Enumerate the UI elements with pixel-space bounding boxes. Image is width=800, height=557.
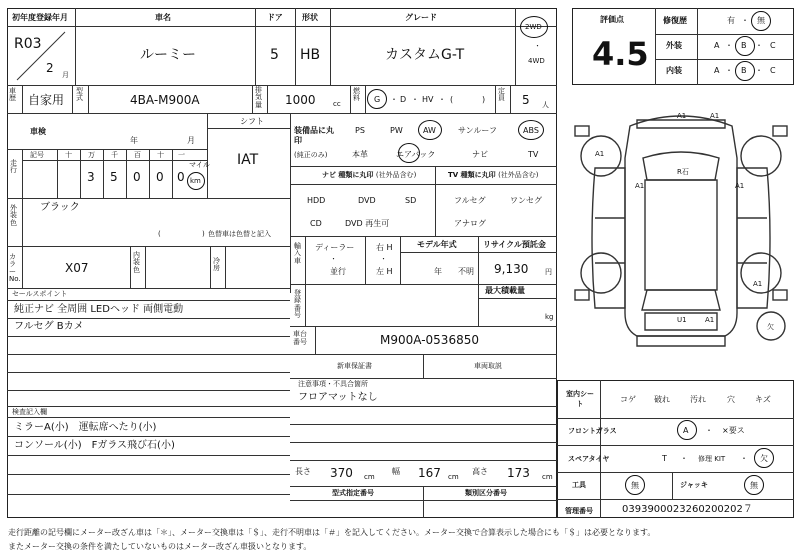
fuel-opt-hv: HV: [422, 95, 434, 104]
width-value: 167: [418, 466, 441, 480]
color-label: 外装色: [10, 204, 17, 227]
navi-hdd: HDD: [307, 196, 326, 205]
odo-head-2: 千: [111, 151, 118, 159]
exterior-opt-b: B: [741, 41, 747, 50]
interior-label: 内装: [666, 66, 682, 75]
displacement: 1000: [285, 93, 316, 107]
model-year-label: モデル年式: [417, 240, 457, 249]
glass-opt-replace: ×要ス: [722, 426, 745, 435]
car-name: ルーミー: [140, 47, 196, 63]
km-label: km: [190, 177, 201, 185]
displacement-label: 排気量: [255, 86, 262, 109]
height-label: 高さ: [472, 467, 488, 476]
sales-line-1: 純正ナビ 全周囲 LEDヘッド 両側電動: [14, 304, 184, 315]
recycle-unit: 円: [545, 268, 552, 276]
navi-dvd: DVD: [358, 196, 376, 205]
odo-head-1: 万: [88, 151, 95, 159]
interior-opt-a: A: [714, 66, 720, 75]
diag-label-rear: A1: [705, 316, 715, 324]
shape-label: 形状: [302, 13, 318, 22]
sheet-opt-stain: 汚れ: [690, 395, 706, 404]
color-note: 色替車は色替と記入: [208, 230, 271, 238]
height-unit: cm: [542, 473, 553, 481]
fuel-paren-close: ): [482, 95, 486, 104]
tv-analog: アナログ: [454, 219, 486, 228]
import-hand-sep: ・: [380, 255, 387, 263]
diag-label-right-rear: A1: [753, 280, 763, 288]
drive-separator: ・: [534, 42, 541, 50]
color-paren-close: ): [202, 230, 205, 238]
color-no: X07: [65, 261, 89, 275]
jack-value: 無: [750, 481, 758, 490]
tools-label: 工具: [572, 481, 586, 489]
interior-opt-c: C: [770, 66, 776, 75]
cc-unit: cc: [333, 100, 341, 108]
car-name-label: 車名: [155, 13, 171, 22]
model-year-unit: 年: [434, 267, 442, 276]
inspection-month: 月: [187, 136, 195, 145]
equip-navi: ナビ: [472, 150, 488, 159]
max-load-label: 最大積載量: [485, 286, 525, 295]
jack-label: ジャッキ: [680, 481, 708, 489]
equipment-label: 装備品に丸印: [294, 126, 334, 146]
navi-label-sub: (社外品含む): [375, 171, 417, 179]
recycle-label: リサイクル預託金: [483, 240, 546, 249]
width-label: 幅: [392, 467, 400, 476]
fuel-opt-d: D: [400, 95, 407, 104]
navi-label-text: ナビ 種類に丸印: [322, 171, 374, 179]
odo-digit-4: 0: [156, 170, 164, 184]
length-label: 長さ: [295, 467, 311, 476]
odometer-code-label: 記号: [30, 151, 44, 159]
length-unit: cm: [364, 473, 375, 481]
repair-opt-yes: 有: [727, 16, 735, 25]
footer-line-1: 走行距離の記号欄にメーター改ざん車は「＊」、メーター交換車は「＄」、走行不明車は「＃」を記入してください。メーター交換で合算表示した場合にも「＄」は必要となります。: [8, 528, 656, 537]
glass-opt-a: A: [683, 426, 689, 435]
inspection-year: 年: [130, 136, 138, 145]
diag-label-wheel: A1: [595, 150, 605, 158]
rating-label: 評価点: [600, 15, 624, 24]
footer-line-2: またメーター交換の条件を満たしていないものはメーター改ざん車扱いとなります。: [8, 542, 312, 551]
fuel-opt-g: G: [374, 95, 381, 104]
spare-sep-1: ・: [680, 454, 688, 463]
spare-opt-t: T: [662, 454, 667, 463]
model-approval-label: 型式指定番号: [332, 489, 374, 497]
tools-value: 無: [631, 481, 639, 490]
mile-label: マイル: [189, 161, 210, 169]
chassis-number: M900A-0536850: [380, 333, 479, 347]
model-type: 4BA-M900A: [130, 93, 200, 107]
diag-label-front-right: A1: [710, 112, 720, 120]
warranty-new-car: 新車保証書: [337, 362, 372, 370]
interior-opt-b: B: [741, 66, 747, 75]
import-sep: ・: [330, 255, 337, 263]
model-year-unknown: 不明: [458, 267, 474, 276]
diag-label-missing: 欠: [767, 323, 774, 331]
diag-label-left-front: A1: [635, 182, 645, 190]
inspector-line-2: コンソール(小) Fガラス飛び石(小): [14, 440, 175, 451]
reg-year: R03: [14, 36, 42, 52]
sales-label: セールスポイント: [12, 290, 68, 298]
reg-month-unit: 月: [62, 71, 69, 79]
interior-sheet-label: 室内シート: [566, 390, 594, 408]
equip-pw: PW: [390, 126, 403, 135]
reg-date-label: 初年度登録年月: [12, 13, 68, 22]
diag-label-front: A1: [677, 112, 687, 120]
notes-label: 注意事項・不具合箇所: [298, 380, 368, 388]
equip-abs: ABS: [523, 126, 539, 135]
capacity: 5: [522, 93, 530, 107]
fuel-sep-1: ・: [390, 95, 398, 104]
navi-label: [322, 172, 416, 179]
mgmt-label: 管理番号: [565, 507, 593, 515]
import-right: 右 H: [376, 243, 393, 252]
tv-oneseg: ワンセグ: [510, 196, 542, 205]
use-type: 自家用: [28, 93, 65, 107]
car-damage-diagram: [565, 98, 797, 378]
odometer-label: 走行: [10, 159, 17, 175]
diag-label-rear-u1: U1: [677, 316, 687, 324]
equip-ps: PS: [355, 126, 365, 135]
notes-value: フロアマットなし: [298, 392, 378, 403]
capacity-unit: 人: [542, 101, 549, 109]
grade-label: グレード: [405, 13, 437, 22]
length-value: 370: [330, 466, 353, 480]
warranty-manual: 車両取説: [474, 362, 502, 370]
spare-tire-label: スペアタイヤ: [568, 455, 610, 463]
fuel-sep-3: ・: [438, 95, 446, 104]
sheet-opt-hole: 穴: [727, 395, 735, 404]
interior-sep-2: ・: [755, 66, 763, 75]
exterior-sep-1: ・: [725, 41, 733, 50]
inspector-line-1: ミラーA(小) 運転席へたり(小): [14, 422, 157, 433]
navi-cd: CD: [310, 219, 322, 228]
width-unit: cm: [448, 473, 459, 481]
recycle-value: 9,130: [494, 262, 529, 276]
inspection-label: 車検: [30, 127, 46, 136]
equip-sunroof: サンルーフ: [458, 126, 497, 135]
color-no-label: カラーNo.: [9, 253, 21, 284]
model-type-label: 型式: [76, 87, 83, 103]
color-paren-open: (: [158, 230, 161, 238]
odo-digit-2: 5: [110, 170, 118, 184]
odo-head-0: 十: [65, 151, 72, 159]
import-dealer: ディーラー: [315, 243, 355, 252]
color-value: ブラック: [40, 202, 80, 213]
odo-head-4: 十: [157, 151, 164, 159]
repair-label: 修復歴: [663, 16, 687, 25]
mgmt-number: 0393900023260200202７: [622, 504, 753, 515]
grade: カスタムG-T: [385, 47, 465, 63]
exterior-label: 外装: [666, 41, 682, 50]
sheet-opt-tear: 破れ: [654, 395, 670, 404]
equip-tv: TV: [528, 150, 539, 159]
shift-label: シフト: [240, 117, 264, 126]
odo-digit-5: 0: [177, 170, 185, 184]
fuel-sep-2: ・: [411, 95, 419, 104]
class-number-label: 類別区分番号: [465, 489, 507, 497]
sales-line-2: フルセグ Bカメ: [14, 321, 84, 332]
import-label: 輸入車: [294, 242, 301, 265]
import-left: 左 H: [376, 267, 393, 276]
shift-value: IAT: [237, 152, 259, 168]
import-parallel: 並行: [330, 267, 346, 276]
diag-label-windshield: R石: [677, 168, 689, 176]
equip-leather: 本革: [352, 150, 368, 159]
rating-score: 4.5: [592, 35, 649, 73]
fuel-label: 燃料: [353, 87, 360, 103]
front-glass-label: フロントガラス: [568, 427, 617, 435]
sheet-opt-scratch: キズ: [755, 395, 771, 404]
reg-plate-label: 登録番号: [294, 289, 301, 320]
capacity-label: 定員: [498, 87, 505, 103]
odo-digit-1: 3: [87, 170, 95, 184]
interior-color-label: 内装色: [133, 251, 140, 274]
equipment-sub: (純正のみ): [294, 151, 328, 159]
fuel-opt-other: (: [450, 95, 454, 104]
odo-digit-3: 0: [133, 170, 141, 184]
max-load-unit: kg: [545, 313, 554, 321]
spare-opt-kit: 修理 KIT: [698, 455, 726, 463]
spare-sep-2: ・: [740, 454, 748, 463]
drive-4wd: 4WD: [528, 57, 545, 65]
navi-sd: SD: [405, 196, 417, 205]
tv-fullseg: フルセグ: [454, 196, 486, 205]
chassis-label: 車台番号: [293, 330, 307, 347]
tv-label-sub: (社外品含む): [498, 171, 539, 179]
exterior-opt-a: A: [714, 41, 720, 50]
repair-opt-no: 無: [757, 16, 765, 25]
equip-airbag: エアバック: [396, 150, 436, 159]
door-count: 5: [270, 47, 279, 63]
sheet-opt-burn: コゲ: [620, 395, 636, 404]
history-label: 車歴: [9, 87, 16, 103]
exterior-opt-c: C: [770, 41, 776, 50]
spare-opt-missing: 欠: [760, 454, 768, 463]
odo-head-5: 一: [178, 151, 185, 159]
height-value: 173: [507, 466, 530, 480]
reg-month: 2: [46, 61, 54, 75]
drive-2wd: 2WD: [525, 23, 542, 31]
exterior-sep-2: ・: [755, 41, 763, 50]
repair-sep: ・: [741, 16, 749, 25]
tv-label-text: TV 種類に丸印: [448, 171, 496, 179]
tv-label: [448, 172, 539, 179]
odo-head-3: 百: [134, 151, 141, 159]
inspector-label: 検査記入欄: [12, 408, 47, 416]
glass-sep: ・: [705, 426, 713, 435]
equip-aw: AW: [423, 126, 436, 135]
cooler-label: 冷房: [213, 257, 220, 273]
door-label: ドア: [267, 13, 283, 22]
body-shape: HB: [300, 47, 321, 63]
navi-dvd-play: DVD 再生可: [345, 219, 390, 228]
interior-sep-1: ・: [725, 66, 733, 75]
diag-label-right-front: A1: [735, 182, 745, 190]
